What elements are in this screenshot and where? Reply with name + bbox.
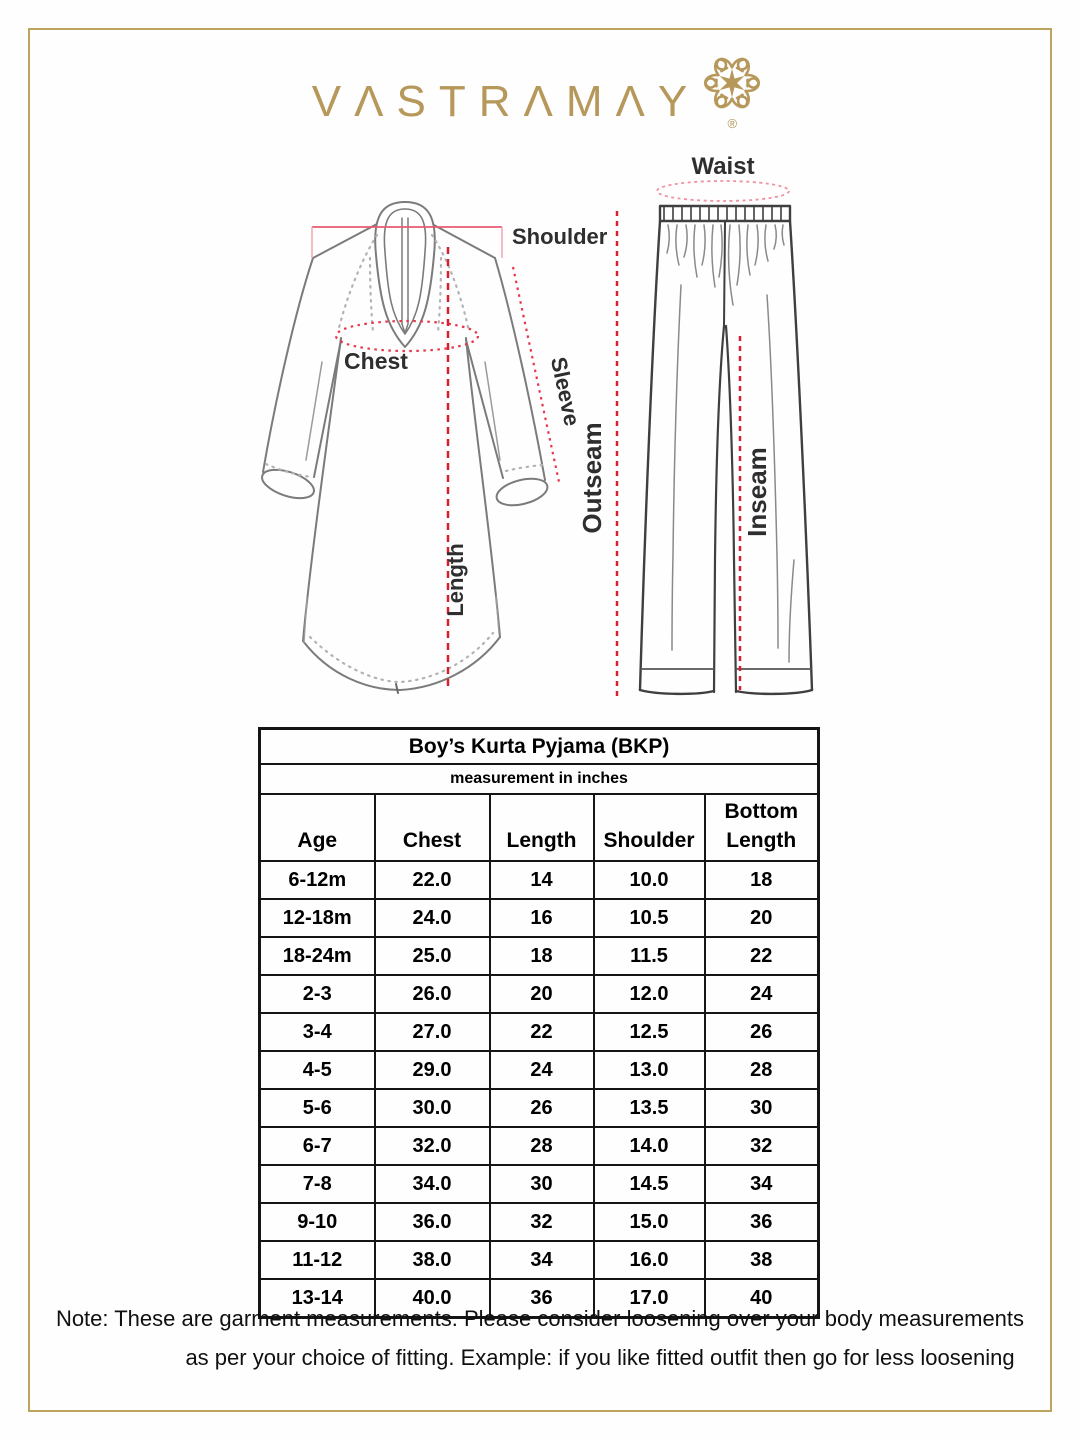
col-header-shoulder: Shoulder	[594, 794, 705, 861]
note-line-1: Note: These are garment measurements. Please consider loosening over your body measurements	[55, 1306, 1025, 1331]
table-row	[260, 1203, 819, 1241]
table-cell: 18	[490, 937, 594, 975]
label-chest: Chest	[344, 348, 408, 374]
garment-note	[40, 1300, 1040, 1377]
table-cell: 25.0	[375, 937, 490, 975]
table-cell: 11.5	[594, 937, 705, 975]
col-header-bottom-length: Bottom Length	[705, 794, 819, 861]
table-row	[260, 1051, 819, 1089]
table-cell: 4-5	[260, 1051, 375, 1089]
table-cell: 34	[705, 1165, 819, 1203]
table-row	[260, 1241, 819, 1279]
table-cell: 5-6	[260, 1089, 375, 1127]
table-cell: 13-14	[260, 1279, 375, 1318]
table-cell: 26	[705, 1013, 819, 1051]
pyjama-drawing	[640, 206, 812, 694]
table-cell: 15.0	[594, 1203, 705, 1241]
table-row	[260, 899, 819, 937]
table-cell: 32.0	[375, 1127, 490, 1165]
brand-emblem-icon	[696, 50, 768, 116]
table-cell: 38	[705, 1241, 819, 1279]
size-table	[258, 727, 820, 1319]
label-inseam: Inseam	[742, 447, 772, 537]
label-length: Length	[443, 543, 468, 617]
table-cell: 22	[490, 1013, 594, 1051]
table-cell: 32	[490, 1203, 594, 1241]
table-cell: 30	[705, 1089, 819, 1127]
table-cell: 10.0	[594, 861, 705, 899]
table-cell: 22	[705, 937, 819, 975]
table-cell: 34	[490, 1241, 594, 1279]
table-cell: 40	[705, 1279, 819, 1318]
note-line-2: as per your choice of fitting. Example: if you like fitted outfit then go for less loosening	[185, 1344, 1015, 1370]
table-row	[260, 937, 819, 975]
table-cell: 17.0	[594, 1279, 705, 1318]
table-cell: 6-12m	[260, 861, 375, 899]
table-cell: 30.0	[375, 1089, 490, 1127]
table-cell: 40.0	[375, 1279, 490, 1318]
brand-emblem-block	[696, 50, 768, 130]
table-cell: 36	[490, 1279, 594, 1318]
table-cell: 24.0	[375, 899, 490, 937]
table-cell: 13.5	[594, 1089, 705, 1127]
table-title-row	[260, 729, 819, 765]
table-cell: 9-10	[260, 1203, 375, 1241]
measurement-diagram	[180, 140, 880, 730]
table-cell: 18	[705, 861, 819, 899]
table-row	[260, 975, 819, 1013]
table-subtitle-row	[260, 764, 819, 794]
label-sleeve: Sleeve	[545, 354, 585, 429]
table-cell: 20	[490, 975, 594, 1013]
table-cell: 18-24m	[260, 937, 375, 975]
table-cell: 11-12	[260, 1241, 375, 1279]
registered-trademark: ®	[727, 116, 738, 131]
table-row	[260, 1013, 819, 1051]
table-cell: 28	[490, 1127, 594, 1165]
table-subtitle: measurement in inches	[260, 764, 819, 794]
table-cell: 3-4	[260, 1013, 375, 1051]
table-cell: 10.5	[594, 899, 705, 937]
table-cell: 36	[705, 1203, 819, 1241]
table-row	[260, 861, 819, 899]
table-cell: 14.5	[594, 1165, 705, 1203]
table-title: Boy’s Kurta Pyjama (BKP)	[260, 729, 819, 765]
table-cell: 26.0	[375, 975, 490, 1013]
table-cell: 16	[490, 899, 594, 937]
label-shoulder: Shoulder	[512, 224, 608, 249]
table-cell: 7-8	[260, 1165, 375, 1203]
table-cell: 2-3	[260, 975, 375, 1013]
label-outseam: Outseam	[577, 422, 607, 534]
table-cell: 24	[705, 975, 819, 1013]
col-header-length: Length	[490, 794, 594, 861]
table-cell: 24	[490, 1051, 594, 1089]
table-row	[260, 1127, 819, 1165]
label-waist: Waist	[691, 153, 755, 180]
table-cell: 12.5	[594, 1013, 705, 1051]
table-cell: 29.0	[375, 1051, 490, 1089]
table-cell: 20	[705, 899, 819, 937]
table-cell: 14	[490, 861, 594, 899]
table-cell: 30	[490, 1165, 594, 1203]
table-cell: 13.0	[594, 1051, 705, 1089]
table-cell: 12-18m	[260, 899, 375, 937]
kurta-drawing	[259, 202, 551, 693]
table-cell: 22.0	[375, 861, 490, 899]
table-cell: 32	[705, 1127, 819, 1165]
table-cell: 27.0	[375, 1013, 490, 1051]
brand-logo	[0, 30, 1080, 130]
col-header-chest: Chest	[375, 794, 490, 861]
table-cell: 34.0	[375, 1165, 490, 1203]
table-cell: 26	[490, 1089, 594, 1127]
table-cell: 28	[705, 1051, 819, 1089]
table-cell: 12.0	[594, 975, 705, 1013]
table-header-row	[260, 794, 819, 861]
table-cell: 36.0	[375, 1203, 490, 1241]
table-cell: 14.0	[594, 1127, 705, 1165]
table-row	[260, 1165, 819, 1203]
brand-name: VΛSTRΛMΛY	[311, 77, 701, 126]
table-cell: 6-7	[260, 1127, 375, 1165]
table-cell: 38.0	[375, 1241, 490, 1279]
col-header-age: Age	[260, 794, 375, 861]
table-row	[260, 1089, 819, 1127]
table-cell: 16.0	[594, 1241, 705, 1279]
size-table-body	[260, 861, 819, 1318]
